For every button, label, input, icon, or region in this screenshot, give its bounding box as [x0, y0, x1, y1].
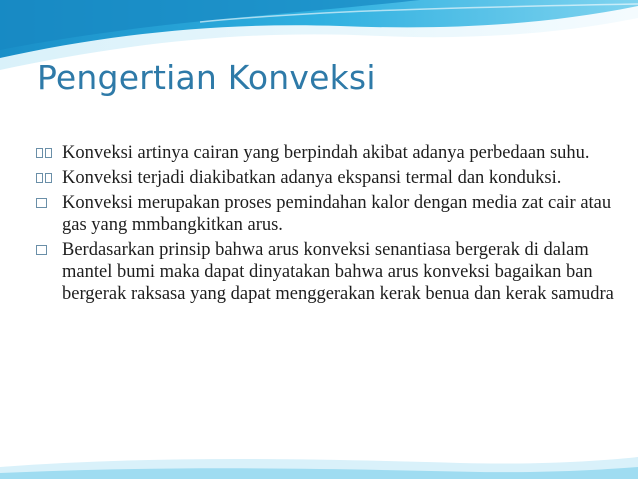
- bullet-marker-icon: [36, 142, 62, 158]
- list-item: Konveksi terjadi diakibatkan adanya ekspansi termal dan konduksi.: [36, 167, 616, 189]
- bullet-marker-icon: [36, 192, 62, 208]
- slide-title: Pengertian Konveksi: [37, 58, 376, 97]
- bottom-wave-decoration: [0, 439, 638, 479]
- bullet-marker-icon: [36, 167, 62, 183]
- list-item: Konveksi artinya cairan yang berpindah akibat adanya perbedaan suhu.: [36, 142, 616, 164]
- list-item: Berdasarkan prinsip bahwa arus konveksi senantiasa bergerak di dalam mantel bumi maka dapat dinyatakan bahwa arus konveksi bagaikan ban bergerak raksasa yang dapat menggerakan kerak benua dan kerak samudra: [36, 239, 616, 305]
- list-item: Konveksi merupakan proses pemindahan kalor dengan media zat cair atau gas yang mmbangkitkan arus.: [36, 192, 616, 236]
- bullet-list: [36, 142, 616, 308]
- bullet-marker-icon: [36, 239, 62, 255]
